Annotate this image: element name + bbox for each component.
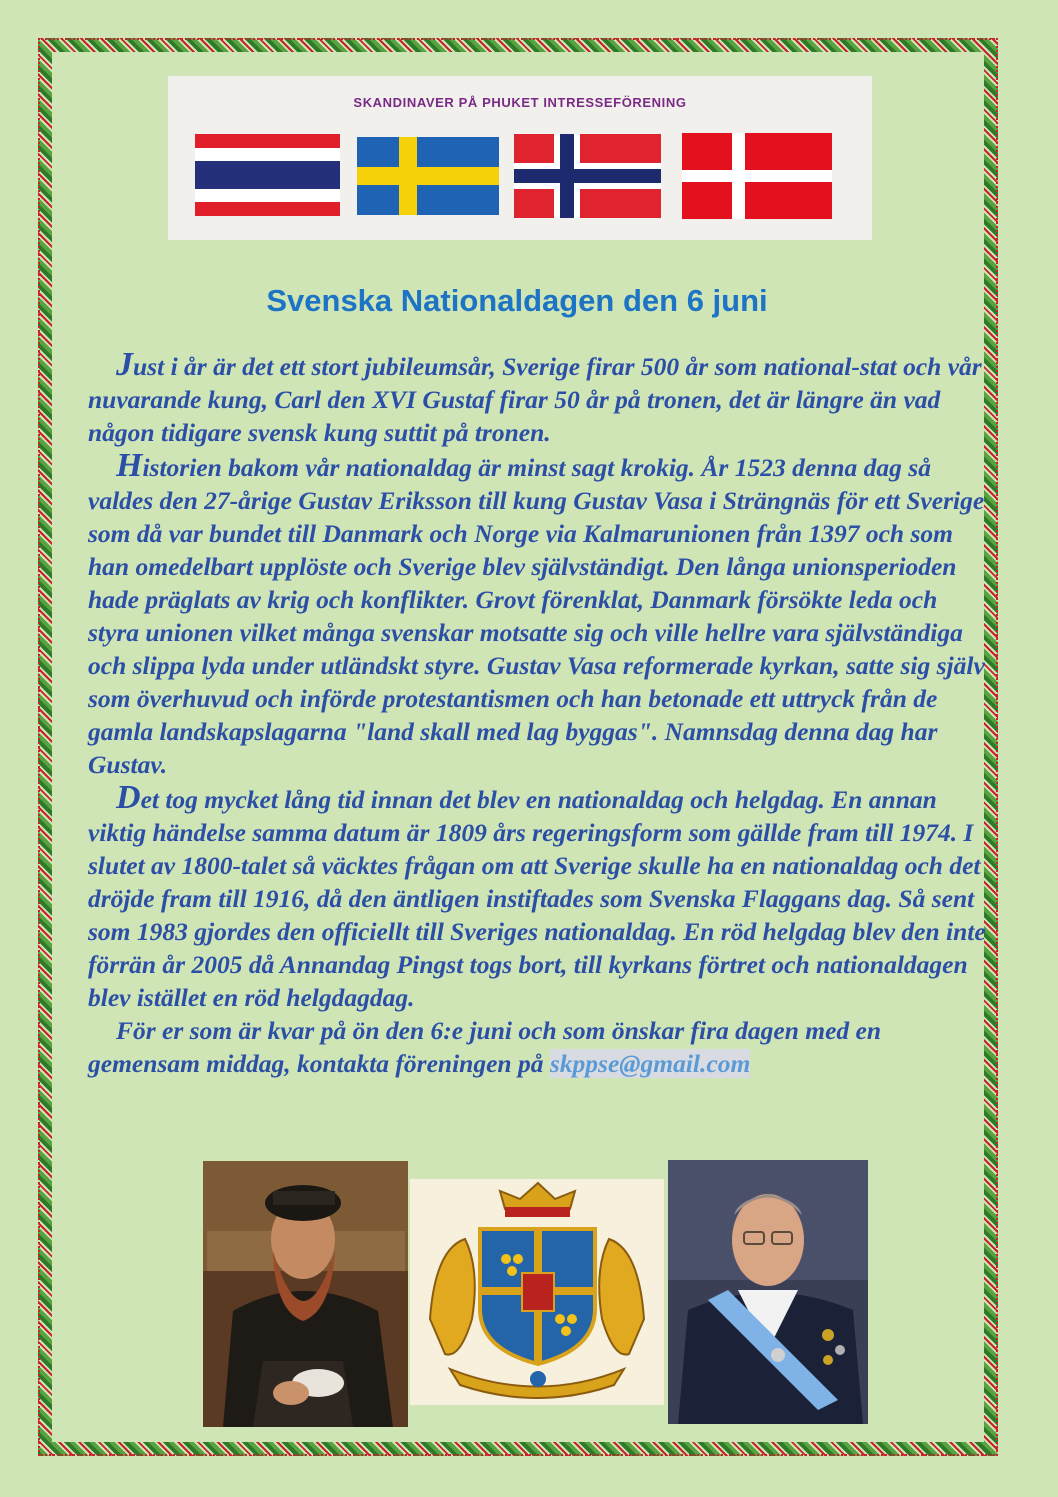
banner-title: SKANDINAVER PÅ PHUKET INTRESSEFÖRENING (353, 95, 687, 110)
paragraph-text: För er som är kvar på ön den 6:e juni och som önskar fira dagen med en gemensam middag, kontakta föreningen på (88, 1016, 882, 1078)
page-title: Svenska Nationaldagen den 6 juni (266, 283, 768, 318)
paragraph-text: istorien bakom vår nationaldag är minst sagt krokig. År 1523 denna dag så valdes den 27-årige Gustav Eriksson till kung Gustav Vasa i Strängnäs för ett Sverige som då var bundet till Danmark och Norge via Kalmarunionen från 1397 och som han omedelbart upplöste och Sverige blev självständigt. Den långa unionsperioden hade präglats av krig och konflikter. Grovt förenklat, Danmark försökte leda och styra unionen vilket många svenskar motsatte sig och ville hellre vara självständiga och slippa lyda under utländskt styre. Gustav Vasa reformerade kyrkan, satte sig själv som överhuvud och införde protestantismen och han betonade ett uttryck från de gamla landskapslagarna "land skall med lag byggas". Namnsdag denna dag har Gustav. (88, 453, 985, 779)
norway-flag (514, 134, 661, 218)
paragraph-text: et tog mycket lång tid innan det blev en nationaldag och helgdag. En annan viktig händelse samma datum är 1809 års regeringsform som gällde fram till 1974. I slutet av 1800-talet så väcktes frågan om att Sverige skulle ha en nationaldag och det dröjde fram till 1916, då den äntligen instiftades som Svenska Flaggans dag. Så sent som 1983 gjordes den officiellt till Sveriges nationaldag. En röd helgdag blev den inte förrän år 2005 då Annandag Pingst togs bort, till kyrkans förtret och nationaldagen blev istället en röd helgdagdag. (88, 785, 986, 1012)
dropcap: H (116, 447, 143, 484)
king-carl-xvi-gustaf-portrait (668, 1160, 868, 1424)
dropcap: D (116, 779, 141, 816)
swedish-coat-of-arms (410, 1179, 664, 1405)
paragraph-jubilee (88, 348, 986, 449)
gustav-vasa-portrait (203, 1161, 408, 1427)
denmark-flag (682, 133, 832, 219)
dropcap: J (116, 346, 133, 383)
paragraph-holiday (88, 781, 986, 1014)
email-link[interactable]: skppse@gmail.com (549, 1049, 751, 1078)
paragraph-invitation (88, 1014, 986, 1080)
paragraph-text: ust i år är det ett stort jubileumsår, Sverige firar 500 år som national-stat och vår nuvarande kung, Carl den XVI Gustaf firar 50 år på tronen, det är längre än vad någon tidigare svensk kung suttit på tronen. (88, 352, 982, 447)
paragraph-history (88, 449, 986, 781)
article-body (88, 348, 986, 1080)
sweden-flag (357, 137, 499, 215)
thailand-flag (195, 134, 340, 216)
association-banner (168, 76, 872, 240)
